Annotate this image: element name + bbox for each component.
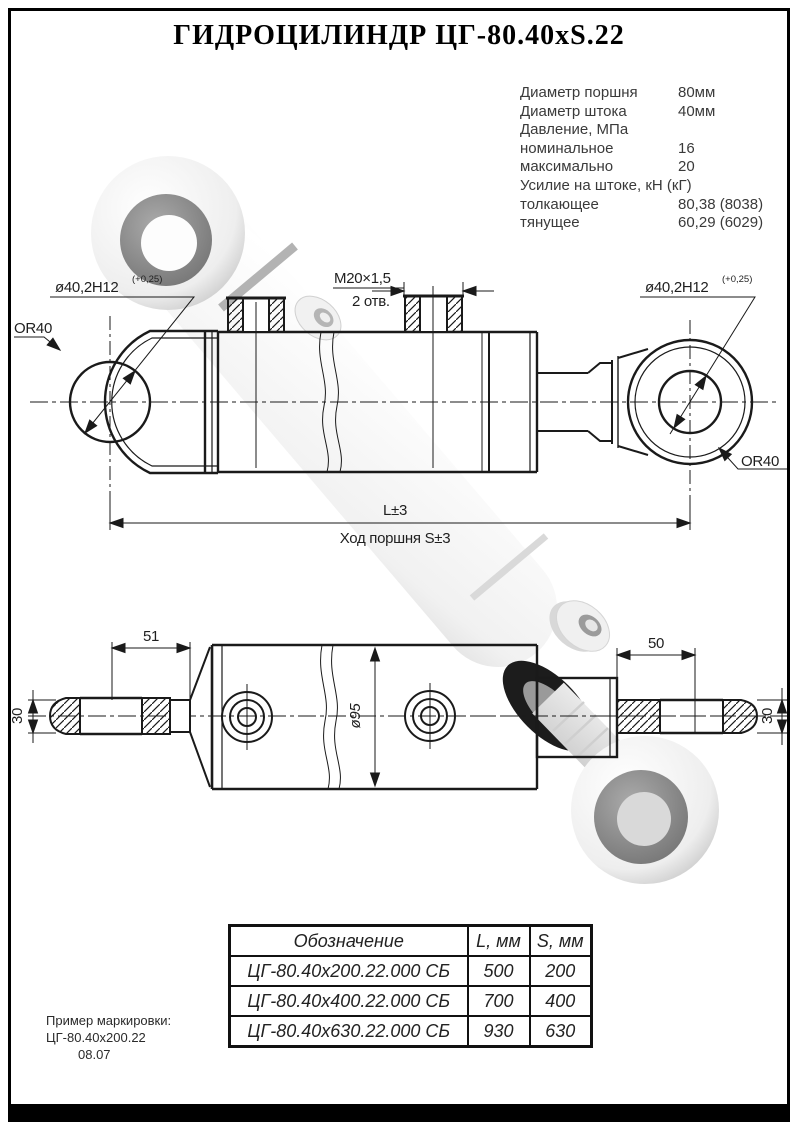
sphere-label-left: OR40 <box>14 320 52 337</box>
col-header-L: L, мм <box>468 926 530 957</box>
sphere-label-right: OR40 <box>741 453 779 470</box>
pictorial-cylinder-3d <box>91 156 546 608</box>
table-row: ЦГ-80.40х630.22.000 СБ 930 630 <box>230 1016 592 1047</box>
bore-label-left: ø40,2H12 <box>55 279 119 296</box>
page-title: ГИДРОЦИЛИНДР ЦГ-80.40xS.22 <box>173 20 625 51</box>
spec-row: тянущее 60,29 (6029) <box>520 214 764 232</box>
rear-pin-neck <box>170 700 190 732</box>
dim50-label: 50 <box>647 635 665 652</box>
bore-label-right: ø40,2H12 <box>645 279 709 296</box>
size-table <box>228 924 593 1048</box>
bore-leader-right <box>640 297 755 434</box>
table-row: ЦГ-80.40х200.22.000 СБ 500 200 <box>230 956 592 986</box>
port-circles-right <box>405 683 455 749</box>
spec-row: номинальное 16 <box>520 139 695 157</box>
cone-transition <box>190 647 210 787</box>
marking-example <box>46 1012 171 1063</box>
marking-line2: ЦГ-80.40х200.22 <box>46 1030 146 1045</box>
spec-row: Диаметр штока 40мм <box>520 102 716 120</box>
dia95-label: ø95 <box>347 703 364 729</box>
thread-label: M20×1,5 <box>334 270 391 287</box>
dim30-right-label: 30 <box>759 707 776 725</box>
col-header-designation: Обозначение <box>230 926 468 957</box>
rear-pin-cap <box>50 698 80 734</box>
table-row: ЦГ-80.40х400.22.000 СБ 700 400 <box>230 986 592 1016</box>
break-line-tv <box>321 645 330 789</box>
col-header-S: S, мм <box>530 926 592 957</box>
spec-row: толкающее 80,38 (8038) <box>520 195 764 213</box>
holes-label: 2 отв. <box>352 293 390 310</box>
spec-row: Давление, МПа <box>520 121 629 139</box>
rear-pin-section <box>142 698 170 734</box>
port-circles-left <box>222 684 272 750</box>
stroke-label: Ход поршня S±3 <box>339 530 451 547</box>
bore-tol-right: (+0,25) <box>722 274 753 285</box>
break-line-tv <box>332 645 341 789</box>
marking-line1: Пример маркировки: <box>46 1013 172 1028</box>
spec-row: максимально 20 <box>520 158 695 176</box>
spec-row: Диаметр поршня 80мм <box>520 84 716 101</box>
spec-row: Усилие на штоке, кН (кГ) <box>520 176 692 194</box>
rod-eye-bore-3d <box>617 792 671 846</box>
dim51-label: 51 <box>142 628 160 645</box>
dim30-left-label: 30 <box>9 707 26 725</box>
size-table-header <box>230 926 592 957</box>
marking-line3: 08.07 <box>78 1047 111 1062</box>
bore-tol-left: (+0,25) <box>132 274 163 285</box>
length-label: L±3 <box>382 502 408 519</box>
specs-list <box>520 84 786 233</box>
rear-eye-bore-3d <box>141 215 197 271</box>
